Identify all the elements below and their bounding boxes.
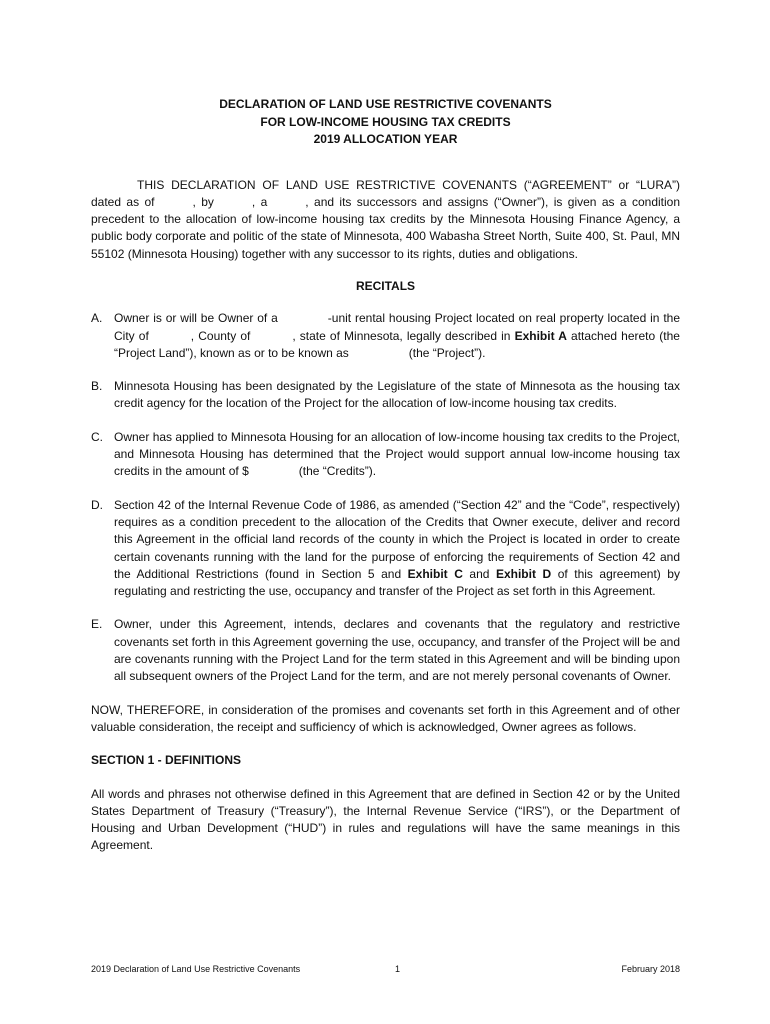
recital-a-text-1: Owner is or will be Owner of a	[114, 311, 278, 326]
recital-c-text-2: (the “Credits”).	[298, 464, 377, 479]
intro-part-2: , and its successors and assigns (“Owner”), is given as a condition precedent to the allocation of low-income housing tax credits by the Minnesota Housing Finance Agency, a public body corporate and politic of the state of Minnesota, 400 Wabasha Street North, Suite 400, St. Paul, MN 55102 (Minnesota Housing) together with any successor to its rights, duties and obligations.	[91, 194, 681, 261]
intro-by: , by	[192, 194, 214, 209]
recital-letter: E.	[91, 617, 103, 632]
recital-d	[91, 497, 680, 601]
exhibit-a-ref: Exhibit A	[514, 328, 567, 343]
recital-b-text: Minnesota Housing has been designated by the Legislature of the state of Minnesota as the housing tax credit agency for the location of the Project for the allocation of low-income housing tax credits.	[114, 379, 680, 411]
footer-document-name: 2019 Declaration of Land Use Restrictive Covenants	[91, 964, 301, 974]
recital-a-text-5: attached hereto (the “Project Land”), known as or to be known as	[114, 328, 680, 360]
recital-a-text-3: , County of	[190, 328, 251, 343]
recital-b	[91, 378, 680, 413]
footer-date: February 2018	[621, 964, 680, 974]
recital-a-text-4: , state of Minnesota, legally described in	[292, 328, 511, 343]
recital-letter: A.	[91, 311, 103, 326]
section-1-text: All words and phrases not otherwise defined in this Agreement that are defined in Section 42 or by the United States Department of Treasury (“Treasury”), the Internal Revenue Service (“IRS”), or the Department of Housing and Urban Development (“HUD”) in rules and regulations will have the same meanings in this Agreement.	[91, 786, 680, 853]
recital-d-text-3: of this agreement) by regulating and restricting the use, occupancy and transfer of the Project as set forth in this Agreement.	[114, 566, 680, 599]
page-footer	[91, 964, 680, 974]
title-line-1: DECLARATION OF LAND USE RESTRICTIVE COVENANTS	[219, 97, 552, 111]
recital-letter: D.	[91, 497, 103, 512]
section-1-heading: SECTION 1 - DEFINITIONS	[91, 753, 242, 768]
recital-e	[91, 616, 680, 685]
document-title	[91, 96, 680, 149]
recital-d-text-2: and	[469, 566, 490, 581]
recital-a	[91, 310, 680, 362]
title-line-2: FOR LOW-INCOME HOUSING TAX CREDITS	[260, 114, 511, 129]
intro-paragraph	[91, 177, 680, 263]
now-therefore-paragraph: NOW, THEREFORE, in consideration of the promises and covenants set forth in this Agreement and of other valuable consideration, the receipt and sufficiency of which is acknowledged, Owner agrees as follows.	[91, 702, 680, 734]
intro-a: , a	[251, 194, 268, 209]
recital-letter: C.	[91, 429, 103, 444]
recital-a-text-6: (the “Project”).	[408, 345, 486, 360]
recital-c	[91, 429, 680, 481]
intro-part-1: THIS DECLARATION OF LAND USE RESTRICTIVE COVENANTS (“AGREEMENT” or “LURA”) dated as of	[91, 177, 680, 209]
recital-a-text-2: -unit rental housing Project located on real property located in the City of	[114, 311, 681, 343]
recitals-heading: RECITALS	[355, 278, 416, 293]
recital-letter: B.	[91, 379, 103, 394]
document-body	[91, 96, 680, 855]
exhibit-d-ref: Exhibit D	[495, 566, 552, 581]
exhibit-c-ref: Exhibit C	[407, 566, 463, 581]
title-line-3: 2019 ALLOCATION YEAR	[313, 132, 458, 146]
recital-e-text: Owner, under this Agreement, intends, declares and covenants that the regulatory and restrictive covenants set forth in this Agreement governing the use, occupancy, and transfer of the Project will be and are covenants running with the Project Land for the term stated in this Agreement and will be binding upon all subsequent owners of the Project Land for the term, and are not merely personal covenants of Owner.	[114, 617, 680, 684]
recital-c-text-1: Owner has applied to Minnesota Housing for an allocation of low-income housing tax credits to the Project, and Minnesota Housing has determined that the Project would support annual low-income housing tax credits in the amount of $	[114, 429, 680, 479]
recital-d-text-1: Section 42 of the Internal Revenue Code of 1986, as amended (“Section 42” and the “Code”, respectively) requires as a condition precedent to the allocation of the Credits that Owner execute, deliver and record this Agreement in the official land records of the county in which the Project is located in order to create certain covenants running with the land for the purpose of enforcing the requirements of Section 42 and the Additional Restrictions (found in Section 5 and	[114, 497, 680, 581]
page-number: 1	[395, 964, 401, 974]
